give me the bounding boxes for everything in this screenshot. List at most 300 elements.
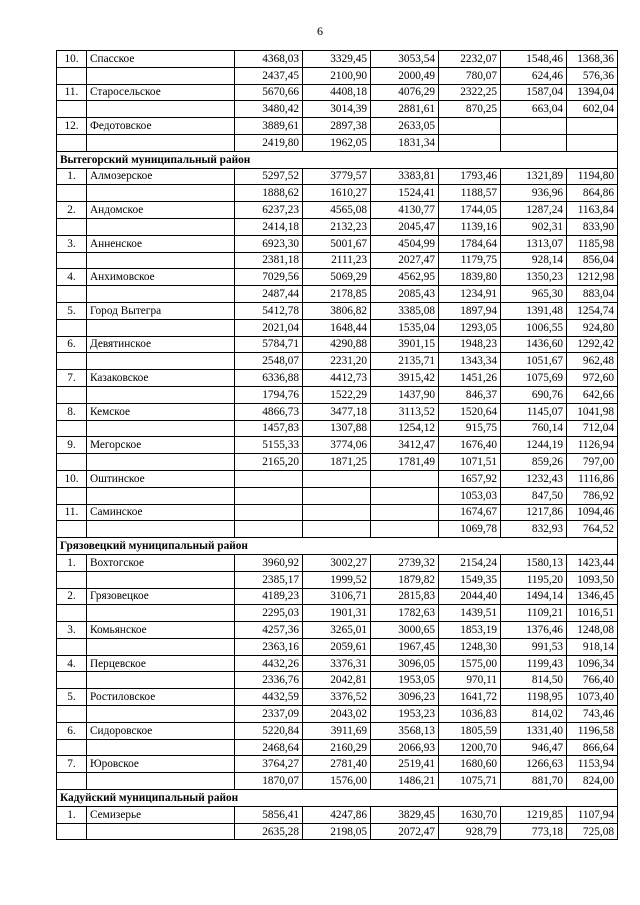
row-number bbox=[57, 605, 87, 622]
value-cell: 1198,95 bbox=[501, 689, 567, 706]
value-cell: 1520,64 bbox=[439, 403, 501, 420]
value-cell: 1051,67 bbox=[501, 353, 567, 370]
settlement-name bbox=[87, 420, 235, 437]
value-cell: 936,96 bbox=[501, 185, 567, 202]
table-row bbox=[57, 470, 618, 487]
value-cell: 2132,23 bbox=[303, 218, 371, 235]
value-cell: 991,53 bbox=[501, 638, 567, 655]
table-body bbox=[57, 51, 618, 840]
value-cell: 2072,47 bbox=[371, 823, 439, 840]
value-cell: 3915,42 bbox=[371, 370, 439, 387]
value-cell: 1346,45 bbox=[567, 588, 618, 605]
value-cell: 3000,65 bbox=[371, 622, 439, 639]
value-cell: 1888,62 bbox=[235, 185, 303, 202]
value-cell: 1139,16 bbox=[439, 218, 501, 235]
value-cell: 1163,84 bbox=[567, 202, 618, 219]
value-cell bbox=[439, 118, 501, 135]
value-cell: 1234,91 bbox=[439, 286, 501, 303]
row-number bbox=[57, 218, 87, 235]
value-cell: 1839,80 bbox=[439, 269, 501, 286]
settlement-name bbox=[87, 101, 235, 118]
value-cell: 3960,92 bbox=[235, 554, 303, 571]
value-cell: 1075,71 bbox=[439, 773, 501, 790]
table-row bbox=[57, 554, 618, 571]
value-cell: 2042,81 bbox=[303, 672, 371, 689]
value-cell: 5856,41 bbox=[235, 806, 303, 823]
settlement-name: Перцевское bbox=[87, 655, 235, 672]
value-cell: 972,60 bbox=[567, 370, 618, 387]
value-cell: 928,14 bbox=[501, 252, 567, 269]
row-number: 1. bbox=[57, 806, 87, 823]
table-row bbox=[57, 235, 618, 252]
value-cell: 2633,05 bbox=[371, 118, 439, 135]
value-cell bbox=[303, 470, 371, 487]
value-cell: 4562,95 bbox=[371, 269, 439, 286]
value-cell: 915,75 bbox=[439, 420, 501, 437]
value-cell: 856,04 bbox=[567, 252, 618, 269]
value-cell: 1145,07 bbox=[501, 403, 567, 420]
table-row bbox=[57, 420, 618, 437]
value-cell: 1248,30 bbox=[439, 638, 501, 655]
value-cell: 2468,64 bbox=[235, 739, 303, 756]
value-cell: 1199,43 bbox=[501, 655, 567, 672]
settlement-name: Старосельское bbox=[87, 84, 235, 101]
settlement-name: Мегорское bbox=[87, 437, 235, 454]
table-row bbox=[57, 638, 618, 655]
row-number: 6. bbox=[57, 722, 87, 739]
settlement-name bbox=[87, 605, 235, 622]
value-cell: 3096,05 bbox=[371, 655, 439, 672]
value-cell: 970,11 bbox=[439, 672, 501, 689]
value-cell: 1871,25 bbox=[303, 454, 371, 471]
value-cell bbox=[371, 487, 439, 504]
value-cell: 1535,04 bbox=[371, 319, 439, 336]
value-cell: 2027,47 bbox=[371, 252, 439, 269]
settlement-name: Оштинское bbox=[87, 470, 235, 487]
value-cell: 2548,07 bbox=[235, 353, 303, 370]
table-row bbox=[57, 756, 618, 773]
value-cell: 965,30 bbox=[501, 286, 567, 303]
row-number bbox=[57, 420, 87, 437]
value-cell: 1610,27 bbox=[303, 185, 371, 202]
row-number: 5. bbox=[57, 302, 87, 319]
value-cell: 1580,13 bbox=[501, 554, 567, 571]
table-row bbox=[57, 67, 618, 84]
table-row bbox=[57, 353, 618, 370]
value-cell: 962,48 bbox=[567, 353, 618, 370]
row-number bbox=[57, 185, 87, 202]
value-cell: 1313,07 bbox=[501, 235, 567, 252]
table-row bbox=[57, 773, 618, 790]
value-cell: 4565,08 bbox=[303, 202, 371, 219]
row-number bbox=[57, 638, 87, 655]
value-cell: 2336,76 bbox=[235, 672, 303, 689]
value-cell: 5001,67 bbox=[303, 235, 371, 252]
value-cell: 4432,59 bbox=[235, 689, 303, 706]
district-header-row bbox=[57, 538, 618, 555]
value-cell: 2487,44 bbox=[235, 286, 303, 303]
value-cell: 1217,86 bbox=[501, 504, 567, 521]
value-cell: 3376,52 bbox=[303, 689, 371, 706]
value-cell: 2085,43 bbox=[371, 286, 439, 303]
value-cell: 1053,03 bbox=[439, 487, 501, 504]
settlement-name: Спасское bbox=[87, 51, 235, 68]
settlement-name bbox=[87, 739, 235, 756]
settlement-name bbox=[87, 454, 235, 471]
value-cell: 1999,52 bbox=[303, 571, 371, 588]
table-row bbox=[57, 286, 618, 303]
value-cell: 4432,26 bbox=[235, 655, 303, 672]
settlement-name: Саминское bbox=[87, 504, 235, 521]
value-cell: 1153,94 bbox=[567, 756, 618, 773]
value-cell bbox=[567, 134, 618, 151]
row-number: 2. bbox=[57, 202, 87, 219]
value-cell: 1641,72 bbox=[439, 689, 501, 706]
value-cell: 1587,04 bbox=[501, 84, 567, 101]
value-cell: 924,80 bbox=[567, 319, 618, 336]
value-cell: 3806,82 bbox=[303, 302, 371, 319]
value-cell: 1179,75 bbox=[439, 252, 501, 269]
value-cell: 2178,85 bbox=[303, 286, 371, 303]
row-number: 3. bbox=[57, 622, 87, 639]
row-number bbox=[57, 739, 87, 756]
table-row bbox=[57, 134, 618, 151]
value-cell: 1016,51 bbox=[567, 605, 618, 622]
page-number: 6 bbox=[317, 24, 323, 38]
value-cell: 1292,42 bbox=[567, 336, 618, 353]
district-header: Грязовецкий муниципальный район bbox=[57, 538, 618, 555]
value-cell: 1196,58 bbox=[567, 722, 618, 739]
value-cell: 2165,20 bbox=[235, 454, 303, 471]
value-cell: 2337,09 bbox=[235, 706, 303, 723]
value-cell: 864,86 bbox=[567, 185, 618, 202]
row-number bbox=[57, 672, 87, 689]
value-cell: 1391,48 bbox=[501, 302, 567, 319]
value-cell: 1648,44 bbox=[303, 319, 371, 336]
value-cell: 1831,34 bbox=[371, 134, 439, 151]
row-number bbox=[57, 252, 87, 269]
value-cell: 2739,32 bbox=[371, 554, 439, 571]
value-cell: 4189,23 bbox=[235, 588, 303, 605]
settlement-name bbox=[87, 319, 235, 336]
value-cell: 883,04 bbox=[567, 286, 618, 303]
value-cell: 712,04 bbox=[567, 420, 618, 437]
value-cell: 1071,51 bbox=[439, 454, 501, 471]
table-row bbox=[57, 302, 618, 319]
table-row bbox=[57, 252, 618, 269]
value-cell: 4257,36 bbox=[235, 622, 303, 639]
settlement-name: Федотовское bbox=[87, 118, 235, 135]
value-cell: 1781,49 bbox=[371, 454, 439, 471]
value-cell: 1107,94 bbox=[567, 806, 618, 823]
value-cell bbox=[567, 118, 618, 135]
value-cell: 2322,25 bbox=[439, 84, 501, 101]
value-cell: 1962,05 bbox=[303, 134, 371, 151]
value-cell: 1657,92 bbox=[439, 470, 501, 487]
value-cell bbox=[235, 521, 303, 538]
value-cell: 764,52 bbox=[567, 521, 618, 538]
table-row bbox=[57, 118, 618, 135]
value-cell: 1486,21 bbox=[371, 773, 439, 790]
row-number bbox=[57, 521, 87, 538]
value-cell: 1451,26 bbox=[439, 370, 501, 387]
value-cell: 2437,45 bbox=[235, 67, 303, 84]
row-number: 4. bbox=[57, 269, 87, 286]
table-row bbox=[57, 336, 618, 353]
row-number bbox=[57, 773, 87, 790]
value-cell: 3568,13 bbox=[371, 722, 439, 739]
value-cell: 1219,85 bbox=[501, 806, 567, 823]
value-cell: 1073,40 bbox=[567, 689, 618, 706]
value-cell bbox=[303, 504, 371, 521]
value-cell: 3265,01 bbox=[303, 622, 371, 639]
settlement-name: Ростиловское bbox=[87, 689, 235, 706]
value-cell: 2519,41 bbox=[371, 756, 439, 773]
table-row bbox=[57, 168, 618, 185]
value-cell bbox=[439, 134, 501, 151]
value-cell bbox=[501, 134, 567, 151]
row-number: 7. bbox=[57, 370, 87, 387]
value-cell: 1897,94 bbox=[439, 302, 501, 319]
row-number: 6. bbox=[57, 336, 87, 353]
value-cell: 6336,88 bbox=[235, 370, 303, 387]
value-cell: 2385,17 bbox=[235, 571, 303, 588]
value-cell: 5412,78 bbox=[235, 302, 303, 319]
value-cell: 1436,60 bbox=[501, 336, 567, 353]
value-cell bbox=[371, 470, 439, 487]
value-cell: 1126,94 bbox=[567, 437, 618, 454]
value-cell: 946,47 bbox=[501, 739, 567, 756]
value-cell: 4866,73 bbox=[235, 403, 303, 420]
row-number: 5. bbox=[57, 689, 87, 706]
table-row bbox=[57, 588, 618, 605]
value-cell: 1901,31 bbox=[303, 605, 371, 622]
value-cell: 3774,06 bbox=[303, 437, 371, 454]
value-cell: 1331,40 bbox=[501, 722, 567, 739]
row-number bbox=[57, 386, 87, 403]
value-cell: 743,46 bbox=[567, 706, 618, 723]
value-cell: 814,50 bbox=[501, 672, 567, 689]
table-row bbox=[57, 202, 618, 219]
value-cell: 1343,34 bbox=[439, 353, 501, 370]
table-row bbox=[57, 706, 618, 723]
value-cell: 1006,55 bbox=[501, 319, 567, 336]
value-cell: 786,92 bbox=[567, 487, 618, 504]
value-cell: 2111,23 bbox=[303, 252, 371, 269]
value-cell: 3477,18 bbox=[303, 403, 371, 420]
value-cell: 928,79 bbox=[439, 823, 501, 840]
settlement-name bbox=[87, 487, 235, 504]
row-number: 11. bbox=[57, 504, 87, 521]
row-number bbox=[57, 67, 87, 84]
value-cell: 4368,03 bbox=[235, 51, 303, 68]
value-cell: 1575,00 bbox=[439, 655, 501, 672]
settlement-name: Кемское bbox=[87, 403, 235, 420]
value-cell: 1394,04 bbox=[567, 84, 618, 101]
value-cell: 2232,07 bbox=[439, 51, 501, 68]
value-cell: 4408,18 bbox=[303, 84, 371, 101]
value-cell: 5297,52 bbox=[235, 168, 303, 185]
value-cell: 3412,47 bbox=[371, 437, 439, 454]
table-row bbox=[57, 185, 618, 202]
value-cell: 1368,36 bbox=[567, 51, 618, 68]
value-cell: 3376,31 bbox=[303, 655, 371, 672]
value-cell: 1548,46 bbox=[501, 51, 567, 68]
value-cell: 4290,88 bbox=[303, 336, 371, 353]
value-cell: 2897,38 bbox=[303, 118, 371, 135]
value-cell: 3779,57 bbox=[303, 168, 371, 185]
row-number: 4. bbox=[57, 655, 87, 672]
settlement-name: Город Вытегра bbox=[87, 302, 235, 319]
value-cell: 1254,12 bbox=[371, 420, 439, 437]
value-cell: 3480,42 bbox=[235, 101, 303, 118]
table-row bbox=[57, 521, 618, 538]
table-row bbox=[57, 51, 618, 68]
value-cell: 1953,05 bbox=[371, 672, 439, 689]
value-cell: 2881,61 bbox=[371, 101, 439, 118]
value-cell: 2154,24 bbox=[439, 554, 501, 571]
value-cell bbox=[501, 118, 567, 135]
value-cell: 832,93 bbox=[501, 521, 567, 538]
value-cell bbox=[303, 487, 371, 504]
value-cell: 4130,77 bbox=[371, 202, 439, 219]
value-cell: 5220,84 bbox=[235, 722, 303, 739]
settlement-name: Девятинское bbox=[87, 336, 235, 353]
row-number bbox=[57, 454, 87, 471]
value-cell: 1853,19 bbox=[439, 622, 501, 639]
value-cell: 2295,03 bbox=[235, 605, 303, 622]
value-cell: 3096,23 bbox=[371, 689, 439, 706]
value-cell: 2066,93 bbox=[371, 739, 439, 756]
value-cell: 2414,18 bbox=[235, 218, 303, 235]
value-cell: 1794,76 bbox=[235, 386, 303, 403]
value-cell: 797,00 bbox=[567, 454, 618, 471]
value-cell bbox=[371, 521, 439, 538]
settlement-name: Семизерье bbox=[87, 806, 235, 823]
value-cell: 1093,50 bbox=[567, 571, 618, 588]
value-cell: 2044,40 bbox=[439, 588, 501, 605]
value-cell: 1522,29 bbox=[303, 386, 371, 403]
value-cell bbox=[235, 504, 303, 521]
value-cell: 2363,16 bbox=[235, 638, 303, 655]
value-cell: 1630,70 bbox=[439, 806, 501, 823]
table-row bbox=[57, 622, 618, 639]
value-cell: 1185,98 bbox=[567, 235, 618, 252]
settlement-name bbox=[87, 252, 235, 269]
value-cell: 2635,28 bbox=[235, 823, 303, 840]
value-cell: 1782,63 bbox=[371, 605, 439, 622]
settlement-name bbox=[87, 638, 235, 655]
settlement-name bbox=[87, 134, 235, 151]
value-cell: 1096,34 bbox=[567, 655, 618, 672]
value-cell: 1494,14 bbox=[501, 588, 567, 605]
settlement-name: Вохтогское bbox=[87, 554, 235, 571]
value-cell: 918,14 bbox=[567, 638, 618, 655]
settlement-name: Анненское bbox=[87, 235, 235, 252]
value-cell: 902,31 bbox=[501, 218, 567, 235]
settlement-name bbox=[87, 672, 235, 689]
value-cell: 1248,08 bbox=[567, 622, 618, 639]
value-cell: 2100,90 bbox=[303, 67, 371, 84]
table-row bbox=[57, 504, 618, 521]
value-cell bbox=[371, 504, 439, 521]
value-cell: 6237,23 bbox=[235, 202, 303, 219]
settlement-name: Юровское bbox=[87, 756, 235, 773]
settlement-name: Сидоровское bbox=[87, 722, 235, 739]
row-number: 3. bbox=[57, 235, 87, 252]
table-row bbox=[57, 319, 618, 336]
table-row bbox=[57, 370, 618, 387]
value-cell: 1744,05 bbox=[439, 202, 501, 219]
table-row bbox=[57, 403, 618, 420]
value-cell: 1232,43 bbox=[501, 470, 567, 487]
row-number bbox=[57, 319, 87, 336]
value-cell: 2381,18 bbox=[235, 252, 303, 269]
value-cell: 1676,40 bbox=[439, 437, 501, 454]
value-cell: 2135,71 bbox=[371, 353, 439, 370]
value-cell: 1069,78 bbox=[439, 521, 501, 538]
value-cell: 2198,05 bbox=[303, 823, 371, 840]
settlement-name: Комьянское bbox=[87, 622, 235, 639]
settlement-name bbox=[87, 67, 235, 84]
value-cell: 1266,63 bbox=[501, 756, 567, 773]
row-number bbox=[57, 101, 87, 118]
value-cell: 1350,23 bbox=[501, 269, 567, 286]
district-header-row bbox=[57, 790, 618, 807]
value-cell: 1524,41 bbox=[371, 185, 439, 202]
value-cell bbox=[303, 521, 371, 538]
value-cell: 1948,23 bbox=[439, 336, 501, 353]
row-number bbox=[57, 823, 87, 840]
value-cell: 642,66 bbox=[567, 386, 618, 403]
value-cell: 1307,88 bbox=[303, 420, 371, 437]
value-cell: 1576,00 bbox=[303, 773, 371, 790]
value-cell: 2419,80 bbox=[235, 134, 303, 151]
value-cell: 766,40 bbox=[567, 672, 618, 689]
district-header-row bbox=[57, 151, 618, 168]
value-cell: 3329,45 bbox=[303, 51, 371, 68]
value-cell: 2021,04 bbox=[235, 319, 303, 336]
table-row bbox=[57, 487, 618, 504]
value-cell: 1293,05 bbox=[439, 319, 501, 336]
row-number: 10. bbox=[57, 51, 87, 68]
value-cell: 1094,46 bbox=[567, 504, 618, 521]
table-row bbox=[57, 722, 618, 739]
row-number bbox=[57, 286, 87, 303]
value-cell: 690,76 bbox=[501, 386, 567, 403]
value-cell: 5069,29 bbox=[303, 269, 371, 286]
row-number bbox=[57, 571, 87, 588]
value-cell: 1870,07 bbox=[235, 773, 303, 790]
value-cell: 1423,44 bbox=[567, 554, 618, 571]
value-cell: 3053,54 bbox=[371, 51, 439, 68]
value-cell: 1036,83 bbox=[439, 706, 501, 723]
settlement-name bbox=[87, 823, 235, 840]
value-cell: 663,04 bbox=[501, 101, 567, 118]
table-row bbox=[57, 806, 618, 823]
value-cell: 881,70 bbox=[501, 773, 567, 790]
value-cell: 3385,08 bbox=[371, 302, 439, 319]
value-cell: 3383,81 bbox=[371, 168, 439, 185]
value-cell: 1195,20 bbox=[501, 571, 567, 588]
value-cell: 1287,24 bbox=[501, 202, 567, 219]
settlement-name: Казаковское bbox=[87, 370, 235, 387]
table-row bbox=[57, 218, 618, 235]
table-row bbox=[57, 739, 618, 756]
value-cell: 773,18 bbox=[501, 823, 567, 840]
value-cell: 576,36 bbox=[567, 67, 618, 84]
row-number bbox=[57, 353, 87, 370]
